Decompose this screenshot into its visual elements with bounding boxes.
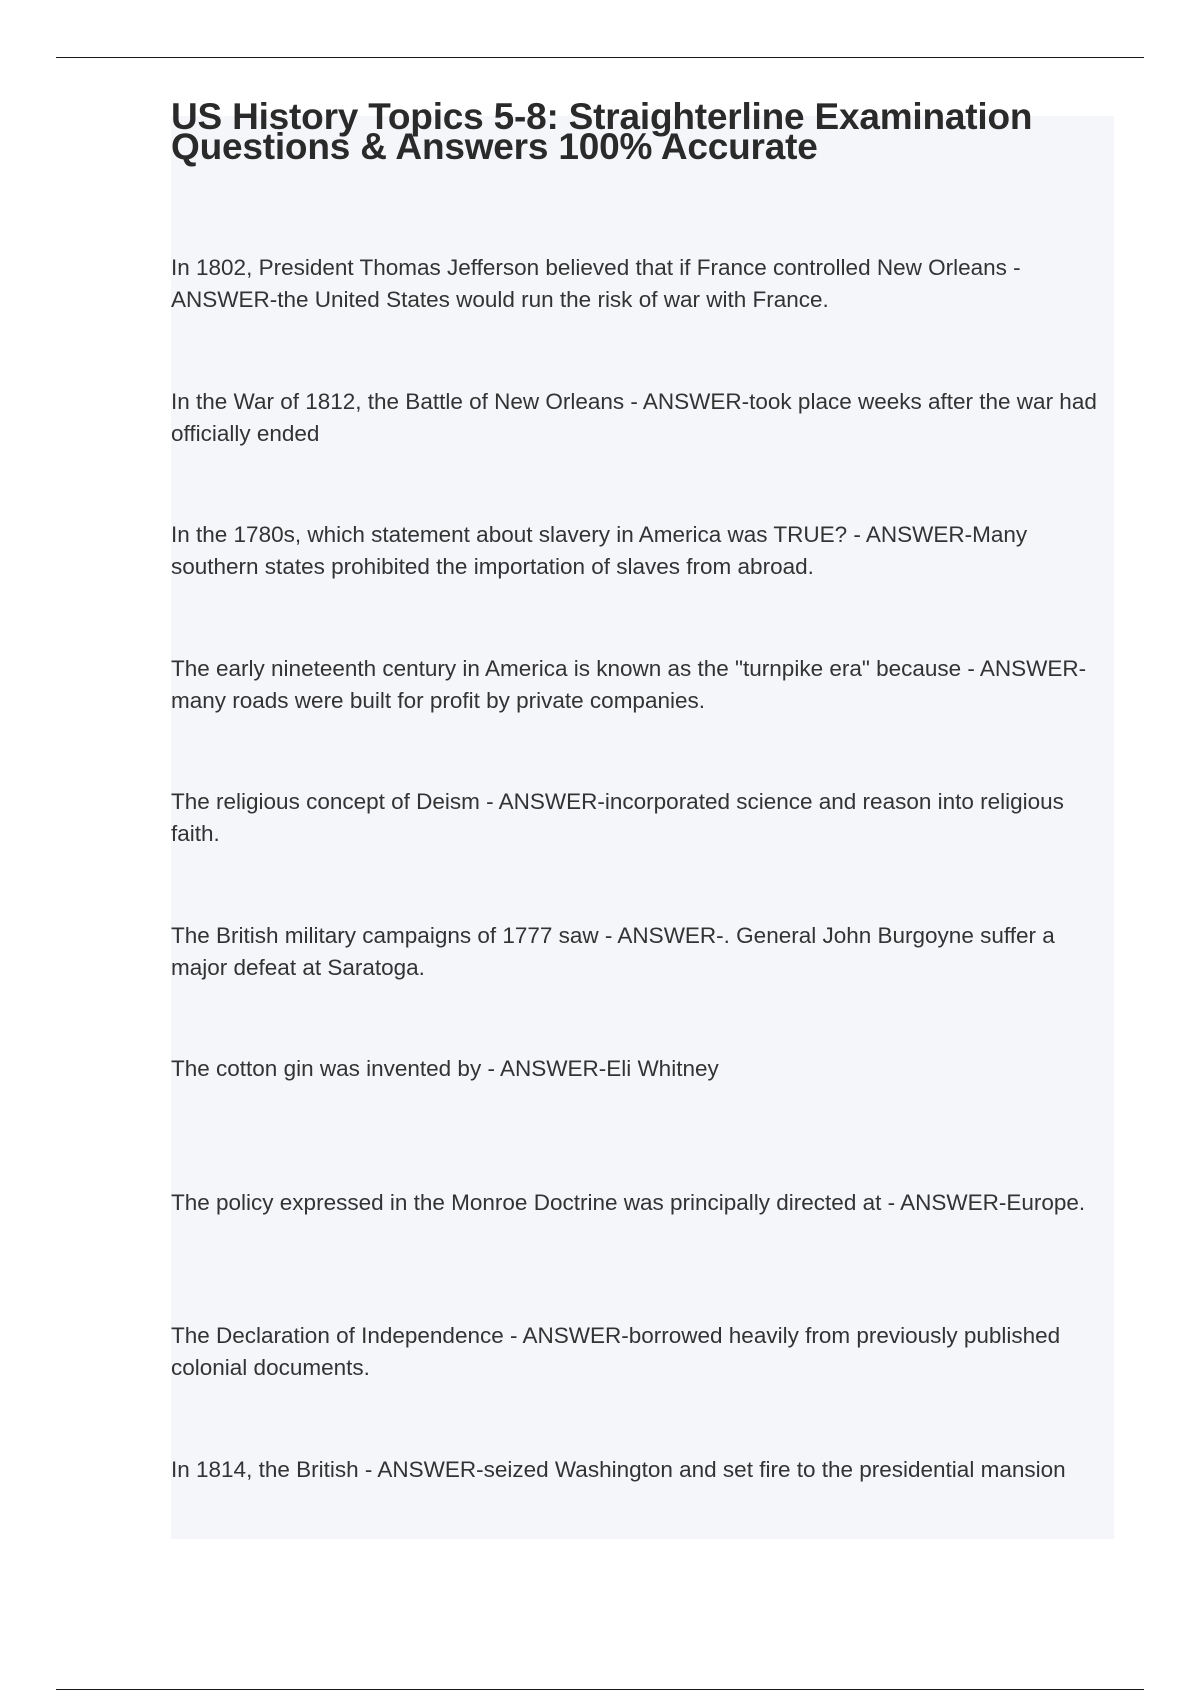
qa-item: In the War of 1812, the Battle of New Orleans - ANSWER-took place weeks after the war had officially ended <box>171 388 1097 446</box>
qa-item: The policy expressed in the Monroe Doctrine was principally directed at - ANSWER-Europe. <box>171 1189 1086 1215</box>
qa-item: The early nineteenth century in America is known as the "turnpike era" because - ANSWER-many roads were built for profit by private companies. <box>171 655 1087 713</box>
qa-item: In 1802, President Thomas Jefferson believed that if France controlled New Orleans - ANSWER-the United States would run the risk of war with France. <box>171 255 1021 312</box>
document-title: US History Topics 5-8: Straighterline Examination Questions & Answers 100% Accurate <box>171 96 1033 167</box>
qa-item: The Declaration of Independence - ANSWER-borrowed heavily from previously published colonial documents. <box>171 1323 1061 1380</box>
qa-item: The religious concept of Deism - ANSWER-incorporated science and reason into religious faith. <box>171 789 1064 846</box>
qa-item: In the 1780s, which statement about slavery in America was TRUE? - ANSWER-Many southern states prohibited the importation of slaves from abroad. <box>171 522 1028 579</box>
qa-item: In 1814, the British - ANSWER-seized Washington and set fire to the presidential mansion <box>171 1456 1066 1482</box>
top-rule <box>56 57 1144 58</box>
qa-item: The cotton gin was invented by - ANSWER-Eli Whitney <box>171 1056 719 1081</box>
qa-item: The British military campaigns of 1777 saw - ANSWER-. General John Burgoyne suffer a major defeat at Saratoga. <box>171 922 1055 980</box>
bottom-rule <box>56 1689 1144 1690</box>
qa-list <box>171 252 1111 1587</box>
